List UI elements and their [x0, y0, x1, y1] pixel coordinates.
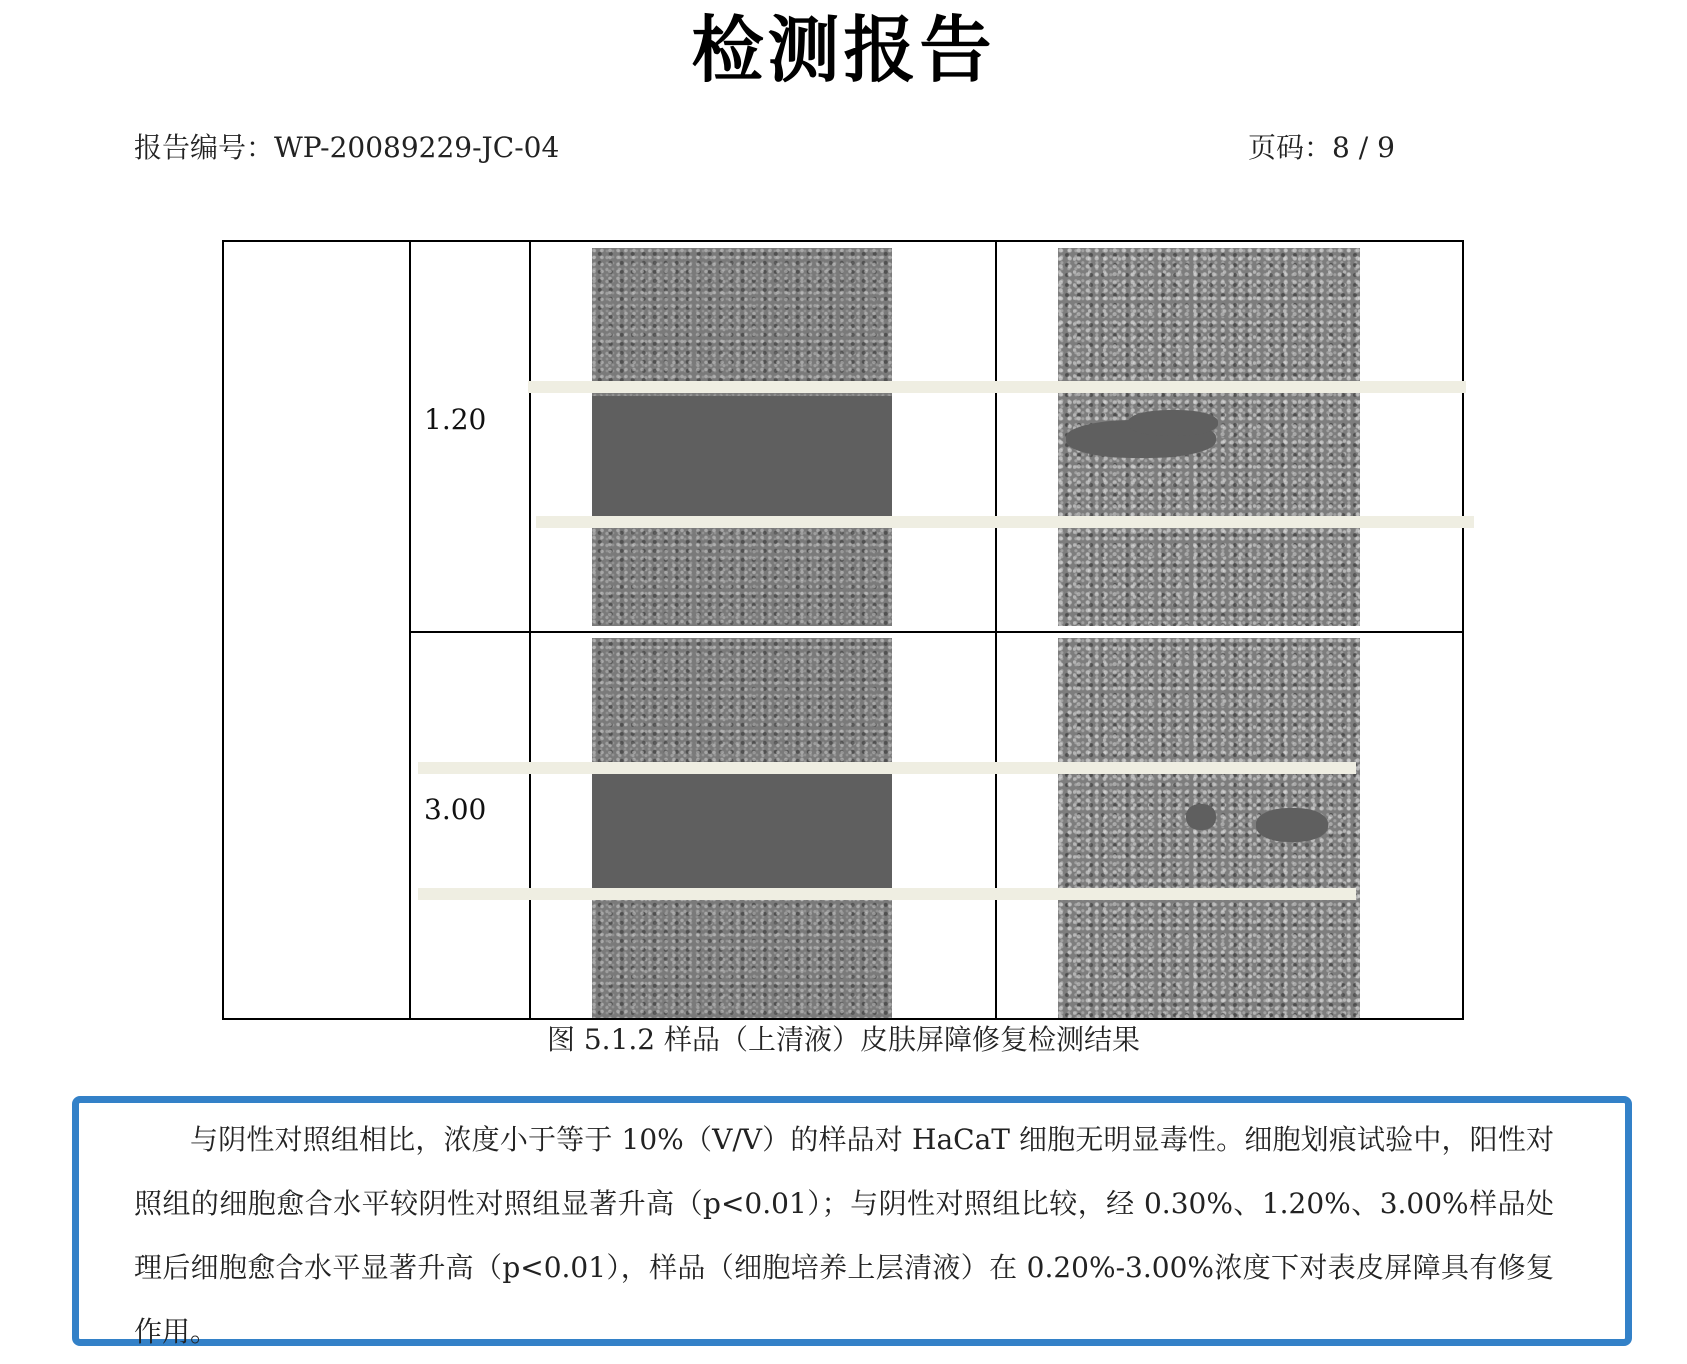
scratch-gap	[592, 772, 892, 898]
micrograph-row2-24h	[1058, 638, 1360, 1018]
report-number	[134, 128, 559, 168]
scratch-edge-marker	[528, 381, 1466, 393]
report-number-label: 报告编号：	[134, 131, 275, 164]
scratch-edge-marker	[536, 516, 1474, 528]
concentration-label: 1.20	[424, 403, 487, 436]
result-table	[222, 240, 1464, 1020]
scratch-gap-remnant	[1128, 410, 1218, 436]
page-number-value: 8 / 9	[1332, 131, 1395, 164]
page-number-label: 页码：	[1248, 131, 1333, 164]
scratch-edge-marker	[418, 762, 1356, 774]
summary-paragraph: 与阴性对照组相比，浓度小于等于 10%（V/V）的样品对 HaCaT 细胞无明显毒性。细胞划痕试验中，阳性对照组的细胞愈合水平较阴性对照组显著升高（p<0.01）；与阴性对照组比较，经 0.30%、1.20%、3.00%样品处理后细胞愈合水平显著升高（p<0.01），样品（细胞培养上层清液）在 0.20%-3.00%浓度下对表皮屏障具有修复作用。	[134, 1123, 1554, 1348]
column-divider	[409, 242, 411, 1018]
page-number	[1248, 128, 1395, 168]
column-divider	[995, 242, 997, 1018]
report-number-value: WP-20089229-JC-04	[274, 131, 560, 164]
scratch-gap-remnant	[1256, 808, 1328, 842]
column-divider	[529, 242, 531, 1018]
row-divider	[409, 631, 1464, 633]
figure-caption: 图 5.1.2 样品（上清液）皮肤屏障修复检测结果	[546, 1023, 1141, 1056]
scratch-gap-remnant	[1186, 804, 1216, 830]
scratch-gap	[592, 396, 892, 520]
scratch-edge-marker	[418, 888, 1356, 900]
report-title: 检测报告	[691, 8, 996, 92]
micrograph-row1-0h	[592, 248, 892, 626]
concentration-label: 3.00	[424, 793, 487, 826]
micrograph-row2-0h	[592, 638, 892, 1018]
micrograph-row1-24h	[1058, 248, 1360, 626]
